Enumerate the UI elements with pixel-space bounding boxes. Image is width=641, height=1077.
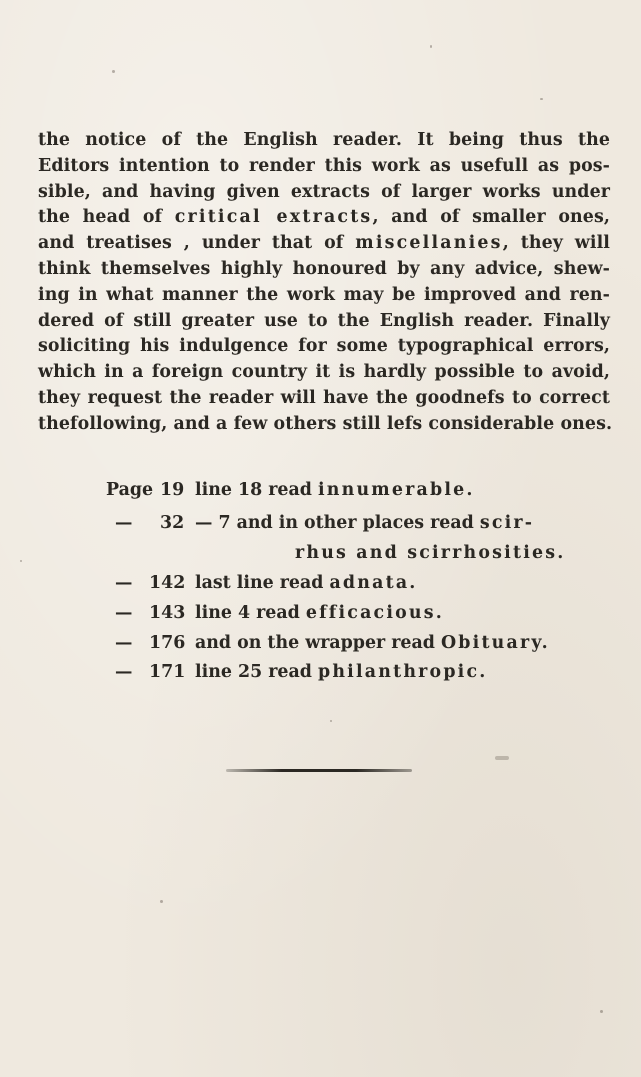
errata-lead: —	[115, 513, 133, 533]
errata-page: 32	[160, 513, 185, 533]
paragraph-line: soliciting his indulgence for some typographical errors,	[38, 336, 610, 357]
errata-text: line 25 read	[195, 662, 318, 682]
paragraph-line: thefollowing, and a few others still lefs considerable ones.	[38, 413, 613, 434]
paper-speck	[495, 756, 509, 760]
errata-correction: adnata.	[329, 573, 418, 593]
errata-correction: efficacious.	[305, 603, 445, 623]
errata-page: 19	[160, 480, 185, 500]
paragraph-line: Editors intention to render this work as usefull as pos-	[38, 155, 610, 176]
paper-speck	[330, 720, 332, 722]
errata-correction: scir-	[479, 513, 535, 533]
errata-text: line 18 read	[195, 480, 318, 500]
errata-page: 176	[149, 633, 186, 653]
paper-speck	[540, 98, 543, 100]
paper-speck	[112, 70, 115, 73]
paper-speck	[600, 1010, 603, 1013]
notice-paragraph	[38, 128, 613, 438]
paragraph-line: ing in what manner the work may be improved and ren-	[38, 284, 610, 305]
paper-speck	[20, 560, 22, 562]
errata-lead: —	[115, 573, 133, 593]
paragraph-line: dered of still greater use to the English reader. Finally	[38, 310, 610, 331]
errata-correction: rhus and scirrhosities.	[295, 543, 566, 563]
errata-lead: Page	[106, 480, 154, 500]
errata-correction: Obituary.	[440, 633, 550, 653]
errata-text: last line read	[195, 573, 330, 593]
paragraph-line: the head of critical extracts, and of smaller ones,	[38, 207, 610, 228]
errata-text: and on the wrapper read	[195, 633, 441, 653]
spaced-term: miscellanies	[355, 233, 503, 254]
errata-page: 171	[149, 662, 186, 682]
ornamental-rule	[226, 769, 412, 772]
errata-lead: —	[115, 662, 133, 682]
errata-page: 142	[149, 573, 186, 593]
paragraph-line: and treatises , under that of miscellanies, they will	[38, 233, 610, 254]
spaced-term: critical extracts	[174, 207, 373, 228]
paragraph-line: they request the reader will have the goodnefs to correct	[38, 387, 610, 408]
errata-page: 143	[149, 603, 186, 623]
paragraph-line: think themselves highly honoured by any advice, shew-	[38, 258, 610, 279]
paragraph-line: the notice of the English reader. It being thus the	[38, 130, 610, 150]
errata-lead: —	[115, 633, 133, 653]
paragraph-line: which in a foreign country it is hardly possible to avoid,	[38, 362, 610, 383]
paper-speck	[160, 900, 163, 903]
paper-speck	[430, 45, 432, 48]
errata-lead: —	[115, 603, 133, 623]
errata-correction: innumerable.	[317, 480, 475, 500]
errata-text: line 4 read	[195, 603, 306, 623]
errata-text: — 7 and in other places read	[195, 513, 480, 533]
errata-correction: philanthropic.	[317, 662, 488, 682]
paragraph-line: sible, and having given extracts of larger works under	[38, 181, 610, 202]
